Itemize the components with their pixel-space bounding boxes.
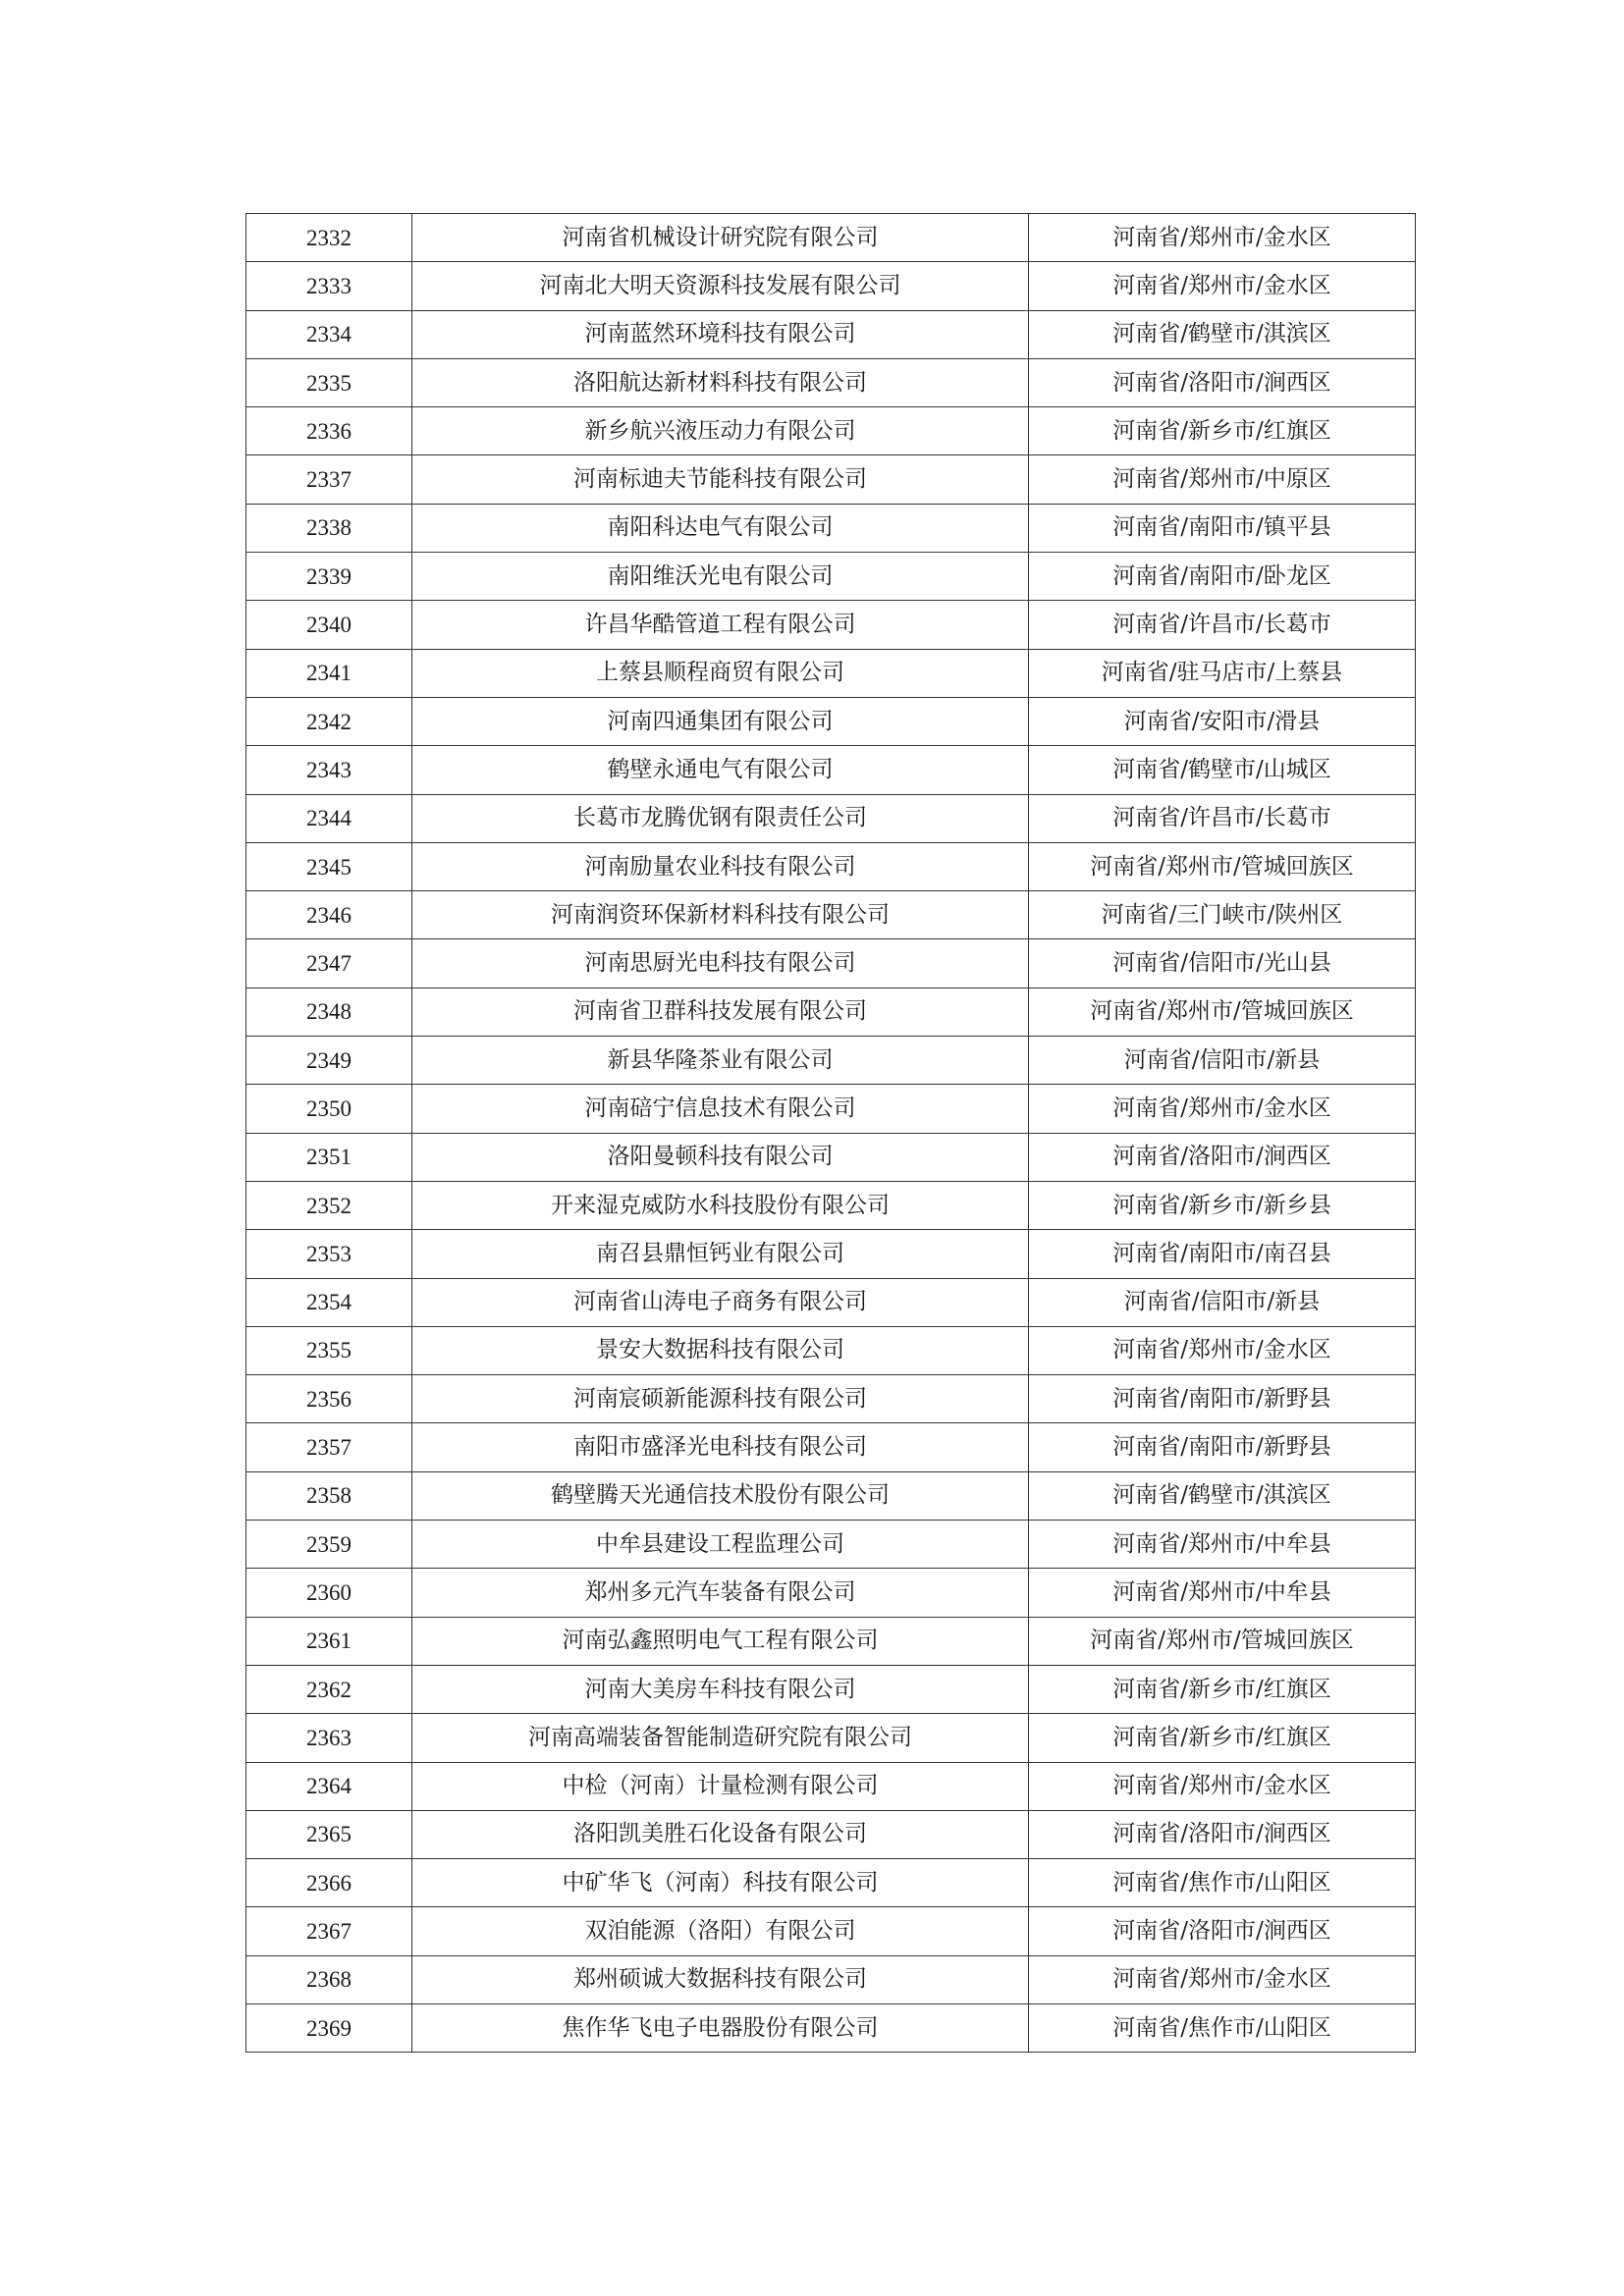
company-name: 河南四通集团有限公司 [412, 697, 1029, 745]
row-number: 2365 [246, 1810, 412, 1858]
table-row [246, 1907, 1416, 1955]
company-region: 河南省/郑州市/金水区 [1029, 1955, 1416, 2003]
row-number: 2333 [246, 262, 412, 310]
table-row [246, 262, 1416, 310]
row-number: 2343 [246, 746, 412, 794]
table-row [246, 697, 1416, 745]
table-row [246, 891, 1416, 939]
table-row [246, 2003, 1416, 2052]
company-name: 洛阳曼顿科技有限公司 [412, 1133, 1029, 1181]
table-row [246, 1714, 1416, 1762]
row-number: 2336 [246, 407, 412, 455]
table-row [246, 1810, 1416, 1858]
table-row [246, 988, 1416, 1036]
company-region: 河南省/安阳市/滑县 [1029, 697, 1416, 745]
company-name: 河南省山涛电子商务有限公司 [412, 1278, 1029, 1326]
row-number: 2357 [246, 1423, 412, 1471]
table-row [246, 1181, 1416, 1229]
row-number: 2348 [246, 988, 412, 1036]
row-number: 2356 [246, 1375, 412, 1423]
table-row [246, 1278, 1416, 1326]
table-row [246, 1665, 1416, 1713]
company-region: 河南省/三门峡市/陕州区 [1029, 891, 1416, 939]
row-number: 2341 [246, 649, 412, 697]
company-name: 开来湿克威防水科技股份有限公司 [412, 1181, 1029, 1229]
table-row [246, 1230, 1416, 1278]
row-number: 2332 [246, 214, 412, 262]
row-number: 2347 [246, 939, 412, 988]
row-number: 2364 [246, 1762, 412, 1810]
company-name: 河南碚宁信息技术有限公司 [412, 1085, 1029, 1133]
table-row [246, 407, 1416, 455]
company-name: 郑州硕诚大数据科技有限公司 [412, 1955, 1029, 2003]
row-number: 2335 [246, 358, 412, 406]
company-region: 河南省/洛阳市/涧西区 [1029, 1810, 1416, 1858]
company-name: 河南省卫群科技发展有限公司 [412, 988, 1029, 1036]
table-row [246, 794, 1416, 842]
company-region: 河南省/驻马店市/上蔡县 [1029, 649, 1416, 697]
table-row [246, 1569, 1416, 1617]
company-region: 河南省/郑州市/管城回族区 [1029, 988, 1416, 1036]
table-row [246, 455, 1416, 504]
company-name: 郑州多元汽车装备有限公司 [412, 1569, 1029, 1617]
company-region: 河南省/鹤壁市/淇滨区 [1029, 1471, 1416, 1520]
company-name: 河南励量农业科技有限公司 [412, 842, 1029, 890]
company-region: 河南省/南阳市/镇平县 [1029, 504, 1416, 552]
company-region: 河南省/鹤壁市/淇滨区 [1029, 310, 1416, 358]
company-name: 河南大美房车科技有限公司 [412, 1665, 1029, 1713]
company-name: 焦作华飞电子电器股份有限公司 [412, 2003, 1029, 2052]
company-region: 河南省/鹤壁市/山城区 [1029, 746, 1416, 794]
company-name: 河南北大明天资源科技发展有限公司 [412, 262, 1029, 310]
company-name: 鹤壁腾天光通信技术股份有限公司 [412, 1471, 1029, 1520]
row-number: 2367 [246, 1907, 412, 1955]
row-number: 2340 [246, 601, 412, 649]
company-name: 双洎能源（洛阳）有限公司 [412, 1907, 1029, 1955]
row-number: 2352 [246, 1181, 412, 1229]
company-name: 南阳市盛泽光电科技有限公司 [412, 1423, 1029, 1471]
company-region: 河南省/焦作市/山阳区 [1029, 1859, 1416, 1907]
company-region: 河南省/信阳市/光山县 [1029, 939, 1416, 988]
table-row [246, 842, 1416, 890]
company-region: 河南省/郑州市/金水区 [1029, 214, 1416, 262]
company-name: 河南润资环保新材料科技有限公司 [412, 891, 1029, 939]
table-row [246, 1085, 1416, 1133]
company-name: 中牟县建设工程监理公司 [412, 1521, 1029, 1569]
table-body [246, 214, 1416, 2053]
table-row [246, 649, 1416, 697]
company-name: 南阳维沃光电有限公司 [412, 553, 1029, 601]
company-name: 河南思厨光电科技有限公司 [412, 939, 1029, 988]
table-row [246, 1859, 1416, 1907]
company-name: 洛阳凯美胜石化设备有限公司 [412, 1810, 1029, 1858]
row-number: 2359 [246, 1521, 412, 1569]
row-number: 2337 [246, 455, 412, 504]
table-row [246, 1955, 1416, 2003]
table-row [246, 939, 1416, 988]
company-name: 河南省机械设计研究院有限公司 [412, 214, 1029, 262]
row-number: 2346 [246, 891, 412, 939]
table-row [246, 214, 1416, 262]
row-number: 2349 [246, 1037, 412, 1085]
company-name: 景安大数据科技有限公司 [412, 1326, 1029, 1374]
row-number: 2363 [246, 1714, 412, 1762]
company-region: 河南省/洛阳市/涧西区 [1029, 1907, 1416, 1955]
company-name: 河南高端装备智能制造研究院有限公司 [412, 1714, 1029, 1762]
row-number: 2338 [246, 504, 412, 552]
row-number: 2362 [246, 1665, 412, 1713]
company-name: 长葛市龙腾优钢有限责任公司 [412, 794, 1029, 842]
table-row [246, 1326, 1416, 1374]
company-name: 许昌华酷管道工程有限公司 [412, 601, 1029, 649]
row-number: 2360 [246, 1569, 412, 1617]
company-region: 河南省/南阳市/南召县 [1029, 1230, 1416, 1278]
company-name: 河南宸硕新能源科技有限公司 [412, 1375, 1029, 1423]
company-name: 洛阳航达新材料科技有限公司 [412, 358, 1029, 406]
row-number: 2342 [246, 697, 412, 745]
row-number: 2355 [246, 1326, 412, 1374]
company-region: 河南省/信阳市/新县 [1029, 1278, 1416, 1326]
table-row [246, 504, 1416, 552]
table-row [246, 601, 1416, 649]
row-number: 2354 [246, 1278, 412, 1326]
company-name: 河南蓝然环境科技有限公司 [412, 310, 1029, 358]
row-number: 2358 [246, 1471, 412, 1520]
row-number: 2350 [246, 1085, 412, 1133]
row-number: 2334 [246, 310, 412, 358]
company-region: 河南省/郑州市/管城回族区 [1029, 1617, 1416, 1665]
company-region: 河南省/郑州市/金水区 [1029, 1085, 1416, 1133]
company-region: 河南省/郑州市/中牟县 [1029, 1521, 1416, 1569]
row-number: 2361 [246, 1617, 412, 1665]
row-number: 2368 [246, 1955, 412, 2003]
company-region: 河南省/郑州市/中原区 [1029, 455, 1416, 504]
company-name: 河南标迪夫节能科技有限公司 [412, 455, 1029, 504]
company-name: 新县华隆茶业有限公司 [412, 1037, 1029, 1085]
company-region: 河南省/许昌市/长葛市 [1029, 601, 1416, 649]
company-region: 河南省/新乡市/红旗区 [1029, 1714, 1416, 1762]
company-region: 河南省/焦作市/山阳区 [1029, 2003, 1416, 2052]
table-row [246, 1762, 1416, 1810]
table-row [246, 310, 1416, 358]
company-region: 河南省/信阳市/新县 [1029, 1037, 1416, 1085]
table-row [246, 1375, 1416, 1423]
table-row [246, 1037, 1416, 1085]
company-region: 河南省/南阳市/新野县 [1029, 1375, 1416, 1423]
table-row [246, 1617, 1416, 1665]
company-region: 河南省/新乡市/新乡县 [1029, 1181, 1416, 1229]
row-number: 2366 [246, 1859, 412, 1907]
company-region: 河南省/新乡市/红旗区 [1029, 407, 1416, 455]
row-number: 2344 [246, 794, 412, 842]
company-name: 上蔡县顺程商贸有限公司 [412, 649, 1029, 697]
table-row [246, 1423, 1416, 1471]
table-row [246, 553, 1416, 601]
row-number: 2351 [246, 1133, 412, 1181]
row-number: 2339 [246, 553, 412, 601]
table-row [246, 1133, 1416, 1181]
company-region: 河南省/新乡市/红旗区 [1029, 1665, 1416, 1713]
company-region: 河南省/郑州市/金水区 [1029, 1326, 1416, 1374]
company-region: 河南省/南阳市/新野县 [1029, 1423, 1416, 1471]
table-row [246, 358, 1416, 406]
company-name: 河南弘鑫照明电气工程有限公司 [412, 1617, 1029, 1665]
company-name: 鹤壁永通电气有限公司 [412, 746, 1029, 794]
company-region: 河南省/南阳市/卧龙区 [1029, 553, 1416, 601]
company-region: 河南省/郑州市/中牟县 [1029, 1569, 1416, 1617]
company-table [245, 213, 1416, 2053]
company-name: 南召县鼎恒钙业有限公司 [412, 1230, 1029, 1278]
company-name: 南阳科达电气有限公司 [412, 504, 1029, 552]
company-region: 河南省/洛阳市/涧西区 [1029, 1133, 1416, 1181]
table-row [246, 1471, 1416, 1520]
company-region: 河南省/许昌市/长葛市 [1029, 794, 1416, 842]
company-region: 河南省/郑州市/金水区 [1029, 262, 1416, 310]
table-row [246, 1521, 1416, 1569]
company-region: 河南省/郑州市/金水区 [1029, 1762, 1416, 1810]
table-row [246, 746, 1416, 794]
company-name: 中矿华飞（河南）科技有限公司 [412, 1859, 1029, 1907]
company-name: 中检（河南）计量检测有限公司 [412, 1762, 1029, 1810]
row-number: 2353 [246, 1230, 412, 1278]
row-number: 2345 [246, 842, 412, 890]
company-region: 河南省/洛阳市/涧西区 [1029, 358, 1416, 406]
company-region: 河南省/郑州市/管城回族区 [1029, 842, 1416, 890]
row-number: 2369 [246, 2003, 412, 2052]
company-name: 新乡航兴液压动力有限公司 [412, 407, 1029, 455]
